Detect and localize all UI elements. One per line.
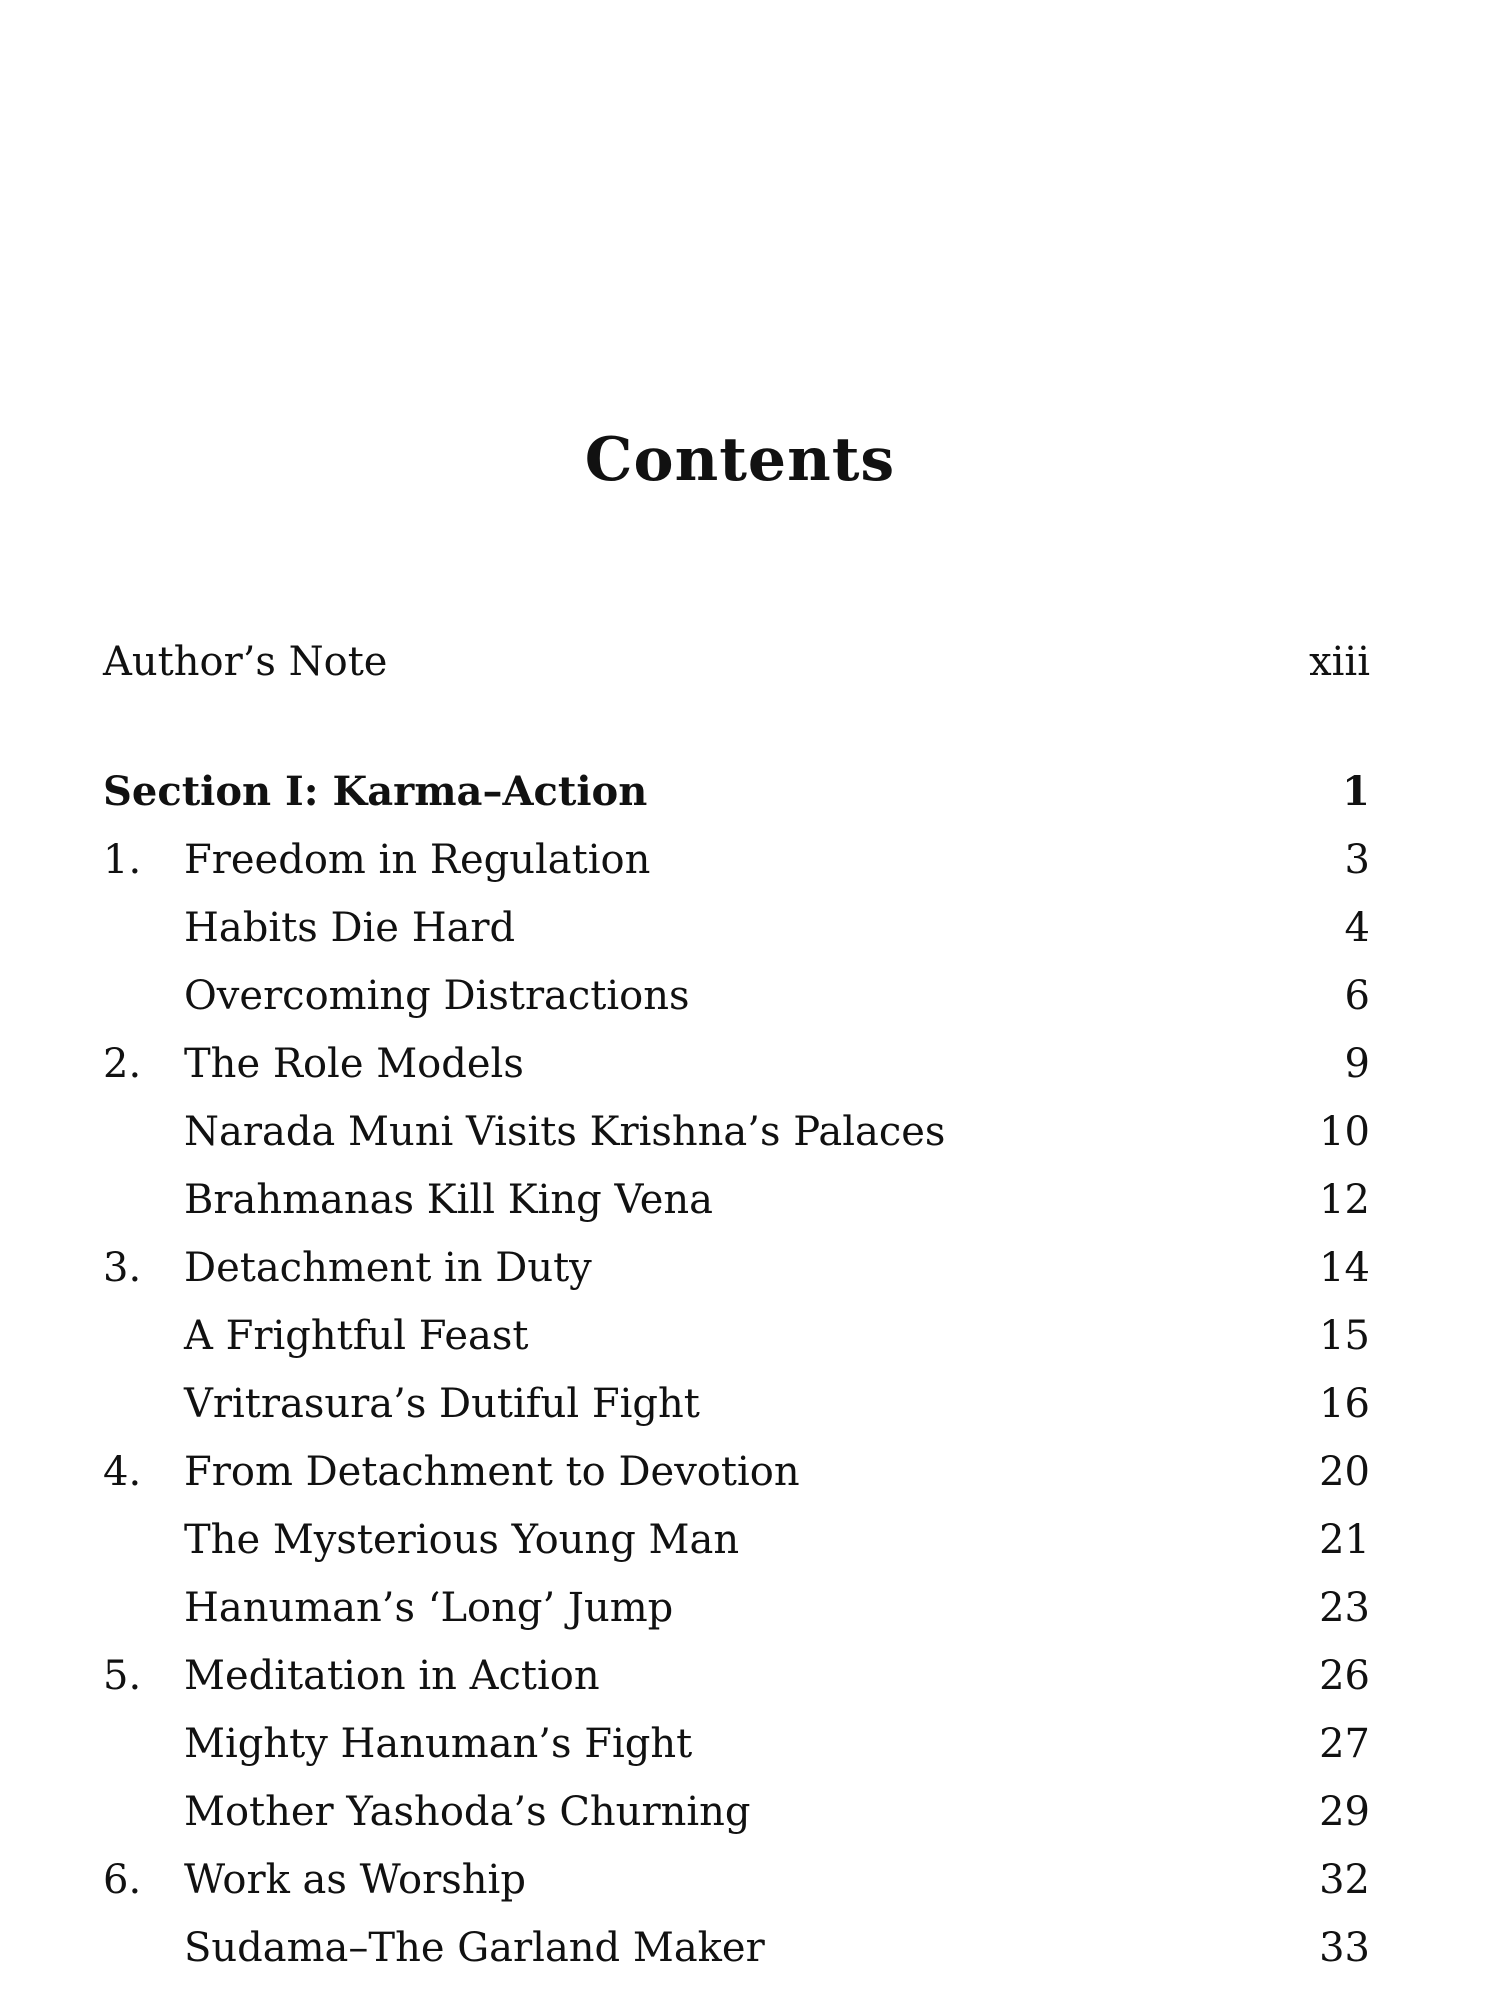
toc-entry-label: Vritrasura’s Dutiful Fight bbox=[184, 1381, 700, 1427]
toc-page-number: 32 bbox=[1319, 1857, 1370, 1903]
toc-chapter-row bbox=[0, 1238, 1500, 1298]
toc-entry-label: Author’s Note bbox=[103, 639, 388, 685]
toc-entry-label: From Detachment to Devotion bbox=[184, 1449, 800, 1495]
toc-entry-label: Detachment in Duty bbox=[184, 1245, 592, 1291]
toc-page-number: 15 bbox=[1319, 1313, 1370, 1359]
toc-section-label: Section I: Karma–Action bbox=[103, 768, 648, 815]
toc-page-number: 20 bbox=[1319, 1449, 1370, 1495]
toc-entry-label: Brahmanas Kill King Vena bbox=[184, 1177, 713, 1223]
chapter-number: 1. bbox=[103, 837, 142, 883]
toc-section-heading bbox=[0, 762, 1500, 822]
toc-subentry-row bbox=[0, 966, 1500, 1026]
toc-page-number: 27 bbox=[1319, 1721, 1370, 1767]
toc-subentry-row bbox=[0, 1918, 1500, 1978]
toc-page-number: 3 bbox=[1344, 837, 1370, 883]
toc-entry-label: Overcoming Distractions bbox=[184, 973, 690, 1019]
toc-subentry-row bbox=[0, 1170, 1500, 1230]
toc-page-number: 21 bbox=[1319, 1517, 1370, 1563]
toc-entry-label: Hanuman’s ‘Long’ Jump bbox=[184, 1585, 674, 1631]
toc-chapter-row bbox=[0, 1850, 1500, 1910]
toc-chapter-row bbox=[0, 1442, 1500, 1502]
toc-page-number: 33 bbox=[1319, 1925, 1370, 1971]
toc-entry-label: Narada Muni Visits Krishna’s Palaces bbox=[184, 1109, 946, 1155]
toc-entry-label: Habits Die Hard bbox=[184, 905, 516, 951]
toc-entry-label: Freedom in Regulation bbox=[184, 837, 651, 883]
toc-subentry-row bbox=[0, 1102, 1500, 1162]
page-title: Contents bbox=[584, 425, 896, 495]
chapter-number: 2. bbox=[103, 1041, 142, 1087]
toc-subentry-row bbox=[0, 1374, 1500, 1434]
toc-chapter-row bbox=[0, 1646, 1500, 1706]
chapter-number: 3. bbox=[103, 1245, 142, 1291]
toc-page-number: 26 bbox=[1319, 1653, 1370, 1699]
chapter-number: 4. bbox=[103, 1449, 142, 1495]
toc-subentry-row bbox=[0, 898, 1500, 958]
toc-subentry-row bbox=[0, 1714, 1500, 1774]
toc-chapter-row bbox=[0, 830, 1500, 890]
toc-front-matter-row bbox=[0, 632, 1500, 692]
toc-entry-label: Mighty Hanuman’s Fight bbox=[184, 1721, 693, 1767]
toc-entry-label: The Mysterious Young Man bbox=[184, 1517, 740, 1563]
toc-entry-label: Meditation in Action bbox=[184, 1653, 600, 1699]
toc-page-number: 23 bbox=[1319, 1585, 1370, 1631]
chapter-number: 5. bbox=[103, 1653, 142, 1699]
chapter-number: 6. bbox=[103, 1857, 142, 1903]
toc-subentry-row bbox=[0, 1782, 1500, 1842]
toc-page-number: 6 bbox=[1344, 973, 1370, 1019]
toc-page-number: 9 bbox=[1344, 1041, 1370, 1087]
toc-entry-label: A Frightful Feast bbox=[184, 1313, 529, 1359]
toc-page-number: 12 bbox=[1319, 1177, 1370, 1223]
toc-entry-label: Mother Yashoda’s Churning bbox=[184, 1789, 751, 1835]
toc-page-number: 10 bbox=[1319, 1109, 1370, 1155]
toc-page-number: 1 bbox=[1342, 768, 1370, 815]
toc-subentry-row bbox=[0, 1306, 1500, 1366]
toc-entry-label: Work as Worship bbox=[184, 1857, 526, 1903]
toc-entry-label: Sudama–The Garland Maker bbox=[184, 1925, 765, 1971]
toc-subentry-row bbox=[0, 1510, 1500, 1570]
toc-page-number: 14 bbox=[1319, 1245, 1370, 1291]
toc-page-number: 4 bbox=[1344, 905, 1370, 951]
toc-page-number: 16 bbox=[1319, 1381, 1370, 1427]
toc-subentry-row bbox=[0, 1578, 1500, 1638]
toc-page-number: xiii bbox=[1309, 639, 1370, 685]
toc-page-number: 29 bbox=[1319, 1789, 1370, 1835]
toc-chapter-row bbox=[0, 1034, 1500, 1094]
toc-entry-label: The Role Models bbox=[184, 1041, 524, 1087]
